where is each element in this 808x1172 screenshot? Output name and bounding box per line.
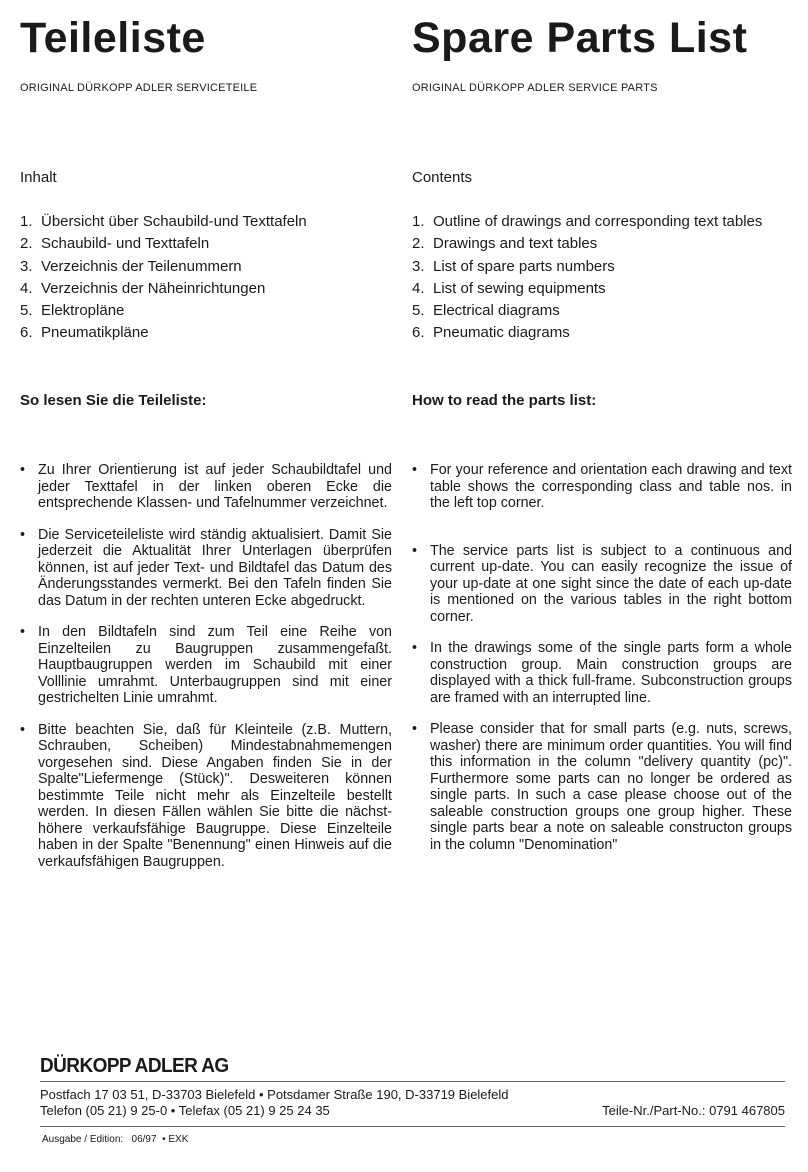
- read-heading-german: So lesen Sie die Teileliste:: [20, 392, 207, 409]
- contents-item: 5. Elektropläne: [20, 302, 125, 320]
- contents-item: 6. Pneumatic diagrams: [412, 324, 570, 342]
- subtitle-english: ORIGINAL DÜRKOPP ADLER SERVICE PARTS: [412, 82, 658, 94]
- bullet-icon: •: [412, 462, 418, 478]
- contents-list-english: [412, 211, 762, 345]
- contents-item: 2. Schaubild- und Texttafeln: [20, 235, 210, 253]
- bullet-icon: •: [20, 624, 26, 640]
- footer-divider: [40, 1126, 785, 1127]
- bullet-icon: •: [412, 721, 418, 737]
- phone-fax: Telefon (05 21) 9 25-0 • Telefax (05 21) 9 25 24 35: [40, 1103, 330, 1118]
- company-logo: DÜRKOPP ADLER AG: [40, 1055, 229, 1077]
- bullet-icon: •: [20, 526, 26, 543]
- contents-item: 3. Verzeichnis der Teilenummern: [20, 257, 242, 275]
- contents-heading-german: Inhalt: [20, 169, 57, 186]
- edition-label: Ausgabe / Edition:: [42, 1134, 124, 1145]
- contents-item: 3. List of spare parts numbers: [412, 257, 615, 275]
- footer-divider: [40, 1081, 785, 1082]
- instruction-item: • Die Serviceteileliste wird ständig aktualisiert. Damit Sie jederzeit die Aktualität Ihrer Unterlagen überprüfen können, ist auf jeder Text- und Bildtafel das Datum des Änderungsstandes vermerkt. Bei den Tafeln finden Sie das Datum in der rechten unteren Ecke abgedruckt.: [20, 526, 392, 609]
- contents-list-german: [20, 211, 307, 345]
- edition-info: [42, 1134, 188, 1145]
- contents-heading-english: Contents: [412, 169, 473, 186]
- instruction-item: • Zu Ihrer Orientierung ist auf jeder Schaubildtafel und jeder Texttafel in der linken oberen Ecke die entsprechende Klassen- und Tafelnummer verzeichnet.: [20, 462, 392, 511]
- instruction-item: • In the drawings some of the single parts form a whole construction group. Main construction groups are displayed with a thick full-frame. Subconstruction groups are framed with an interrupted line.: [412, 640, 792, 706]
- postal-address: Postfach 17 03 51, D-33703 Bielefeld • Potsdamer Straße 190, D-33719 Bielefeld: [40, 1087, 509, 1102]
- contents-item: 4. List of sewing equipments: [412, 279, 606, 297]
- instruction-item: • Bitte beachten Sie, daß für Kleinteile (z.B. Muttern, Schrauben, Scheiben) Mindestabnahmemengen vorgesehen sind. Diese Angaben finden Sie in der Spalte"Liefermenge (Stück)". Desweiteren können bestimmte Teile nicht mehr als Einzelteile bestellt werden. In diesen Fällen wählen Sie bitte die nächst- höhere verkaufsfähige Baugruppe. Diese Einzelteile haben in der Spalte "Benennung" einen Hinweis auf die verkaufsfähigen Baugruppen.: [20, 721, 392, 870]
- part-number: Teile-Nr./Part-No.: 0791 467805: [602, 1103, 785, 1118]
- bullet-icon: •: [20, 721, 26, 738]
- read-heading-english: How to read the parts list:: [412, 392, 597, 409]
- contents-item: 4. Verzeichnis der Näheinrichtungen: [20, 279, 266, 297]
- contents-item: 1. Übersicht über Schaubild-und Texttafeln: [20, 213, 307, 230]
- contents-item: 1. Outline of drawings and corresponding text tables: [412, 213, 763, 230]
- instructions-list-english: [412, 462, 792, 868]
- instruction-item: • In den Bildtafeln sind zum Teil eine Reihe von Einzelteilen zu Baugruppen zusammengefaßt. Hauptbaugruppen werden im Schaubild mit einer Volllinie umrahmt. Unterbaugruppen sind mit einer gestrichelten Linie umrahmt.: [20, 624, 392, 706]
- page-title-english: Spare Parts List: [412, 14, 748, 62]
- subtitle-german: ORIGINAL DÜRKOPP ADLER SERVICETEILE: [20, 82, 258, 94]
- bullet-icon: •: [412, 640, 418, 656]
- bullet-icon: •: [412, 542, 418, 559]
- instruction-item: • Please consider that for small parts (e.g. nuts, screws, washer) there are minimum order quantities. You will find this information in the column "delivery quantity (pc)". Furthermore some parts can no longer be ordered as single parts. In such a case please choose out of the saleable construction groups one group higher. These single parts bear a note on saleable constructon groups in the column "Denomination": [412, 721, 792, 853]
- bullet-icon: •: [20, 462, 26, 478]
- instructions-list-german: [20, 462, 392, 885]
- contents-item: 5. Electrical diagrams: [412, 302, 560, 320]
- contents-item: 6. Pneumatikpläne: [20, 324, 149, 342]
- instruction-item: • For your reference and orientation each drawing and text table shows the corresponding class and table nos. in the left top corner.: [412, 462, 792, 511]
- page-title-german: Teileliste: [20, 14, 206, 62]
- instruction-item: • The service parts list is subject to a continuous and current up-date. You can easily recognize the issue of your up-date at one sight since the date of each up-date is mentioned on the various tables in the right bottom corner.: [412, 542, 792, 625]
- contents-item: 2. Drawings and text tables: [412, 235, 598, 253]
- edition-code: • EXK: [162, 1134, 189, 1145]
- edition-value: 06/97: [131, 1134, 157, 1145]
